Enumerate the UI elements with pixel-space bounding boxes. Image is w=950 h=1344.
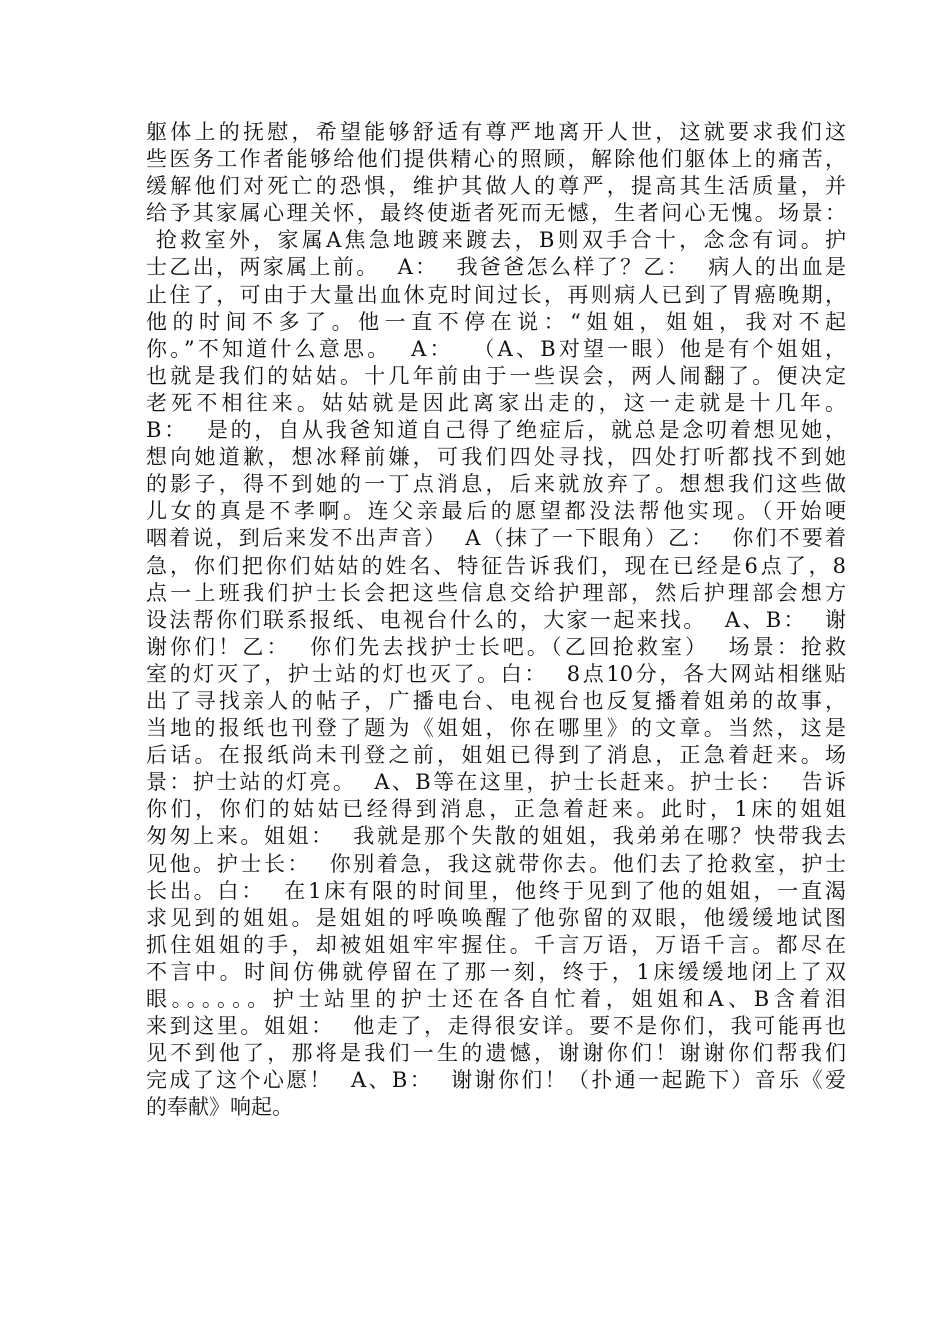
text-line: 来到这里。姐姐： 他走了，走得很安详。要不是你们，我可能再也 bbox=[146, 1014, 846, 1039]
text-line: 咽着说，到后来发不出声音） A（抹了一下眼角）乙： 你们不要着 bbox=[146, 526, 846, 551]
text-line: 士乙出，两家属上前。 A： 我爸爸怎么样了？乙： 病人的出血是 bbox=[146, 255, 846, 280]
text-line: 急，你们把你们姑姑的姓名、特征告诉我们，现在已经是6点了，8 bbox=[146, 553, 846, 578]
text-line: 老死不相往来。姑姑就是因此离家出走的，这一走就是十几年。 bbox=[146, 390, 846, 415]
text-line: 抢救室外，家属A焦急地踱来踱去，B则双手合十，念念有词。护 bbox=[146, 228, 846, 253]
text-line: 点一上班我们护士长会把这些信息交给护理部，然后护理部会想方 bbox=[146, 580, 846, 605]
text-line: 见不到他了，那将是我们一生的遗憾，谢谢你们！谢谢你们帮我们 bbox=[146, 1041, 846, 1066]
text-line: 出了寻找亲人的帖子，广播电台、电视台也反复播着姐弟的故事， bbox=[146, 688, 846, 713]
text-line: 设法帮你们联系报纸、电视台什么的，大家一起来找。 A、B： 谢 bbox=[146, 607, 846, 632]
text-line: 不言中。时间仿佛就停留在了那一刻，终于，1床缓缓地闭上了双 bbox=[146, 959, 846, 984]
text-line: 的影子，得不到她的一丁点消息，后来就放弃了。想想我们这些做 bbox=[146, 472, 846, 497]
text-line: 室的灯灭了，护士站的灯也灭了。白： 8点10分，各大网站相继贴 bbox=[146, 661, 846, 686]
text-line: 当地的报纸也刊登了题为《姐姐，你在哪里》的文章。当然，这是 bbox=[146, 716, 846, 741]
text-line: 你们，你们的姑姑已经得到消息，正急着赶来。此时，1床的姐姐 bbox=[146, 797, 846, 822]
body-text bbox=[146, 119, 846, 1121]
text-line: 景：护士站的灯亮。 A、B等在这里，护士长赶来。护士长： 告诉 bbox=[146, 770, 846, 795]
text-line: 缓解他们对死亡的恐惧，维护其做人的尊严，提高其生活质量，并 bbox=[146, 174, 846, 199]
text-line: 眼。。。。。。护士站里的护士还在各自忙着，姐姐和A、B含着泪 bbox=[146, 987, 846, 1011]
text-line: 他的时间不多了。他一直不停在说：“姐姐，姐姐，我对不起 bbox=[146, 309, 846, 334]
text-line: 的奉献》响起。 bbox=[146, 1095, 293, 1120]
text-line: 抓住姐姐的手，却被姐姐牢牢握住。千言万语，万语千言。都尽在 bbox=[146, 932, 846, 957]
text-line: 儿女的真是不孝啊。连父亲最后的愿望都没法帮他实现。（开始哽 bbox=[146, 499, 846, 524]
text-line: 也就是我们的姑姑。十几年前由于一些误会，两人闹翻了。便决定 bbox=[146, 363, 846, 388]
text-line: B： 是的，自从我爸知道自己得了绝症后，就总是念叨着想见她， bbox=[146, 418, 846, 443]
text-line: 止住了，可由于大量出血休克时间过长，再则病人已到了胃癌晚期， bbox=[146, 282, 846, 307]
text-line: 后话。在报纸尚未刊登之前，姐姐已得到了消息，正急着赶来。场 bbox=[146, 743, 846, 768]
text-line: 长出。白： 在1床有限的时间里，他终于见到了他的姐姐，一直渴 bbox=[146, 878, 846, 903]
text-line: 些医务工作者能够给他们提供精心的照顾，解除他们躯体上的痛苦， bbox=[146, 147, 846, 172]
text-line: 完成了这个心愿！ A、B： 谢谢你们！（扑通一起跪下）音乐《爱 bbox=[146, 1068, 846, 1093]
text-line: 见他。护士长： 你别着急，我这就带你去。他们去了抢救室，护士 bbox=[146, 851, 846, 876]
text-line: 给予其家属心理关怀，最终使逝者死而无憾，生者问心无愧。场景： bbox=[146, 201, 846, 226]
text-line: 谢你们！乙： 你们先去找护士长吧。（乙回抢救室） 场景：抢救 bbox=[146, 634, 846, 659]
text-line: 匆匆上来。姐姐： 我就是那个失散的姐姐，我弟弟在哪？快带我去 bbox=[146, 824, 846, 849]
text-line: 你。”不知道什么意思。 A： （A、B对望一眼）他是有个姐姐， bbox=[146, 336, 846, 361]
text-line: 想向她道歉，想冰释前嫌，可我们四处寻找，四处打听都找不到她 bbox=[146, 445, 846, 470]
text-line: 躯体上的抚慰，希望能够舒适有尊严地离开人世，这就要求我们这 bbox=[146, 120, 846, 144]
text-line: 求见到的姐姐。是姐姐的呼唤唤醒了他弥留的双眼，他缓缓地试图 bbox=[146, 905, 846, 930]
